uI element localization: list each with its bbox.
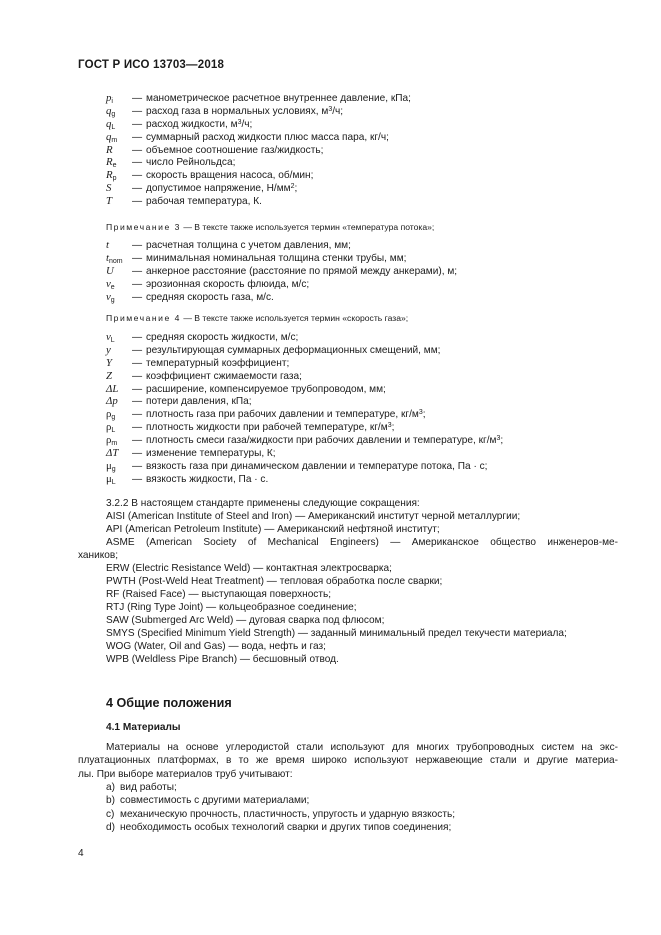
symbol: $q_g$ [106, 104, 116, 118]
symbol-description: температурный коэффициент; [146, 357, 290, 369]
symbol-row: $R_p$ — скорость вращения насоса, об/мин; [106, 169, 626, 182]
symbol-description: изменение температуры, К; [146, 448, 276, 460]
abbreviation-item: AISI (American Institute of Steel and Iron) — Американский институт черной металлургии; [106, 511, 521, 522]
paragraph-line: Материалы на основе углеродистой стали используют для многих трубопроводных систем на экс- [106, 742, 618, 753]
symbol-row: Z — коэффициент сжимаемости газа; [106, 370, 626, 383]
symbol-description: плотность газа при рабочих давлении и температуре, $кг/м^3$; [146, 409, 426, 421]
symbols-list-2 [106, 239, 626, 303]
symbol-description: скорость вращения насоса, об/мин; [146, 170, 314, 182]
abbreviation-continuation: хаников; [78, 550, 119, 561]
symbol-row: $R_e$ — число Рейнольдса; [106, 156, 626, 169]
symbol: Y [106, 356, 113, 369]
symbol-row: T — рабочая температура, К. [106, 195, 626, 208]
symbol-row: $\mu_L$ — вязкость жидкости, Па · с. [106, 473, 626, 486]
symbol-description: анкерное расстояние (расстояние по прямой между анкерами), м; [146, 265, 458, 277]
symbol-description: расчетная толщина с учетом давления, мм; [146, 240, 351, 251]
symbol-row: Y — температурный коэффициент; [106, 357, 626, 370]
note-text: — В тексте также используется термин «скорость газа»; [183, 313, 409, 323]
symbol: Δp [106, 395, 118, 408]
symbol: $\mu_g$ [106, 459, 116, 473]
symbol: t [106, 239, 109, 251]
symbol: $p_i$ [106, 92, 113, 105]
list-marker: d) [106, 821, 115, 833]
abbreviation-item: SMYS (Specified Minimum Yield Strength) — заданный минимальный предел текучести материала; [106, 628, 567, 639]
list-text: необходимость особых технологий сварки и других типов соединения; [120, 821, 452, 833]
symbol-description: расширение, компенсируемое трубопроводом, мм; [146, 383, 386, 395]
symbol-row: t — расчетная толщина с учетом давления, мм; [106, 239, 626, 252]
abbreviation-item: RTJ (Ring Type Joint) — кольцеобразное соединение; [106, 602, 357, 613]
symbol: $v_L$ [106, 331, 115, 344]
list-marker: b) [106, 795, 115, 807]
note-label: Примечание 4 [106, 313, 181, 323]
abbreviation-item: WPB (Weldless Pipe Branch) — бесшовный отвод. [106, 654, 339, 665]
list-item [106, 781, 626, 794]
list-item [106, 808, 626, 821]
symbol-row: $\rho_g$ — плотность газа при рабочих давлении и температуре, $кг/м^3$; [106, 408, 626, 421]
symbol-row: $q_g$ — расход газа в нормальных условиях, $м^3/ч$; [106, 105, 626, 118]
symbol: Z [106, 369, 113, 382]
symbol-row: $v_e$ — эрозионная скорость флюида, м/с; [106, 278, 626, 291]
symbol: $R_e$ [106, 156, 117, 170]
symbol: $q_m$ [106, 130, 118, 144]
symbol-description: средняя скорость газа, м/с. [146, 291, 274, 303]
symbol: T [106, 195, 113, 208]
abbreviation-item: SAW (Submerged Arc Weld) — дуговая сварка под флюсом; [106, 615, 385, 626]
abbreviation-item: API (American Petroleum Institute) — Американский нефтяной институт; [106, 524, 440, 535]
symbol: R [106, 143, 113, 156]
subsection-heading: 4.1 Материалы [106, 722, 181, 733]
symbol-row: $q_L$ — расход жидкости, $м^3/ч$; [106, 118, 626, 131]
symbol-description: допустимое напряжение, $Н/мм^2$; [146, 183, 298, 195]
symbol-row: $v_g$ — средняя скорость газа, м/с. [106, 291, 626, 304]
abbreviation-item: ASME (American Society of Mechanical Engineers) — Американское общество инженеров-ме- [106, 537, 618, 548]
symbol: U [106, 264, 114, 277]
symbol-description: эрозионная скорость флюида, м/с; [146, 278, 310, 290]
symbol: $v_e$ [106, 277, 115, 291]
symbol-description: результирующая суммарных деформационных смещений, мм; [146, 344, 441, 356]
symbol-description: вязкость жидкости, Па · с. [146, 473, 269, 485]
symbol: S [106, 182, 112, 195]
symbol: ΔT [106, 447, 119, 460]
symbol-description: суммарный расход жидкости плюс масса пара, кг/ч; [146, 131, 389, 143]
materials-paragraph [78, 741, 618, 781]
abbreviation-item: PWTH (Post-Weld Heat Treatment) — тепловая обработка после сварки; [106, 576, 443, 587]
symbol-description: манометрическое расчетное внутреннее давление, кПа; [146, 93, 411, 104]
symbol: $R_p$ [106, 169, 117, 183]
paragraph-line: лы. При выборе материалов труб учитывают: [78, 768, 293, 780]
symbols-list-3 [106, 331, 626, 486]
symbol-description: плотность смеси газа/жидкости при рабочих давлении и температуре, $кг/м^3$; [146, 435, 504, 447]
symbol: $q_L$ [106, 117, 116, 131]
symbol-description: потери давления, кПа; [146, 396, 252, 408]
note-3 [106, 221, 434, 233]
list-text: совместимость с другими материалами; [120, 795, 310, 807]
symbol-row: $p_i$ — манометрическое расчетное внутреннее давление, кПа; [106, 92, 626, 105]
symbol-row: $\rho_L$ — плотность жидкости при рабочей температуре, $кг/м^3$; [106, 421, 626, 434]
symbol-description: коэффициент сжимаемости газа; [146, 370, 302, 382]
symbol-row: $q_m$ — суммарный расход жидкости плюс масса пара, кг/ч; [106, 131, 626, 144]
abbreviation-item: RF (Raised Face) — выступающая поверхность; [106, 589, 332, 600]
abbreviations-list [106, 497, 618, 549]
symbol: $\rho_g$ [106, 408, 116, 422]
symbol-row: ΔT — изменение температуры, К; [106, 447, 626, 460]
abbreviation-item: ERW (Electric Resistance Weld) — контактная электросварка; [106, 563, 392, 574]
abbreviations-list-2 [106, 562, 618, 666]
materials-list [106, 781, 626, 834]
symbol-description: средняя скорость жидкости, м/с; [146, 332, 299, 343]
page-number: 4 [78, 848, 84, 859]
list-text: вид работы; [120, 782, 177, 793]
paragraph-line: плуатационных платформах, в то же время широко используют нержавеющие стали и другие материа- [78, 755, 618, 767]
symbol: ΔL [106, 382, 119, 395]
abbreviations-intro: 3.2.2 В настоящем стандарте применены следующие сокращения: [106, 498, 420, 509]
symbol-row: $\rho_m$ — плотность смеси газа/жидкости при рабочих давлении и температуре, $кг/м^3$; [106, 434, 626, 447]
symbol: y [106, 343, 111, 356]
symbol-description: число Рейнольдса; [146, 157, 236, 169]
symbols-list-1 [106, 92, 626, 208]
symbol-row: y — результирующая суммарных деформационных смещений, мм; [106, 344, 626, 357]
symbol: $\rho_m$ [106, 434, 118, 448]
symbol-row: U — анкерное расстояние (расстояние по прямой между анкерами), м; [106, 265, 626, 278]
symbol-row: ΔL — расширение, компенсируемое трубопроводом, мм; [106, 383, 626, 396]
symbol-row: Δp — потери давления, кПа; [106, 395, 626, 408]
document-header: ГОСТ Р ИСО 13703—2018 [78, 59, 225, 71]
symbol-description: минимальная номинальная толщина стенки трубы, мм; [146, 252, 407, 264]
list-item [106, 821, 626, 834]
symbol-row: S — допустимое напряжение, $Н/мм^2$; [106, 182, 626, 195]
note-text: — В тексте также используется термин «температура потока»; [183, 222, 435, 232]
symbol-description: плотность жидкости при рабочей температуре, $кг/м^3$; [146, 422, 395, 434]
symbol-row: $\mu_g$ — вязкость газа при динамическом давлении и температуре потока, Па · с; [106, 460, 626, 473]
symbol-row: R — объемное соотношение газ/жидкость; [106, 144, 626, 157]
symbol: $v_g$ [106, 290, 115, 304]
abbreviation-item: WOG (Water, Oil and Gas) — вода, нефть и газ; [106, 641, 326, 652]
list-marker: a) [106, 782, 115, 793]
symbol: $\mu_L$ [106, 472, 116, 486]
symbol: $t_{nom}$ [106, 251, 123, 265]
list-marker: c) [106, 808, 115, 820]
symbol-description: вязкость газа при динамическом давлении и температуре потока, Па · с; [146, 460, 488, 472]
symbol: $\rho_L$ [106, 421, 116, 435]
symbol-row: $t_{nom}$ — минимальная номинальная толщина стенки трубы, мм; [106, 252, 626, 265]
symbol-row: $v_L$ — средняя скорость жидкости, м/с; [106, 331, 626, 344]
list-item [106, 794, 626, 807]
list-text: механическую прочность, пластичность, упругость и ударную вязкость; [120, 808, 456, 820]
symbol-description: объемное соотношение газ/жидкость; [146, 144, 324, 156]
symbol-description: расход газа в нормальных условиях, $м^3/ч$; [146, 105, 344, 117]
symbol-description: расход жидкости, $м^3/ч$; [146, 118, 253, 130]
note-label: Примечание 3 [106, 222, 181, 232]
note-4 [106, 312, 408, 324]
symbol-description: рабочая температура, К. [146, 196, 262, 208]
section-heading: 4 Общие положения [106, 696, 232, 710]
